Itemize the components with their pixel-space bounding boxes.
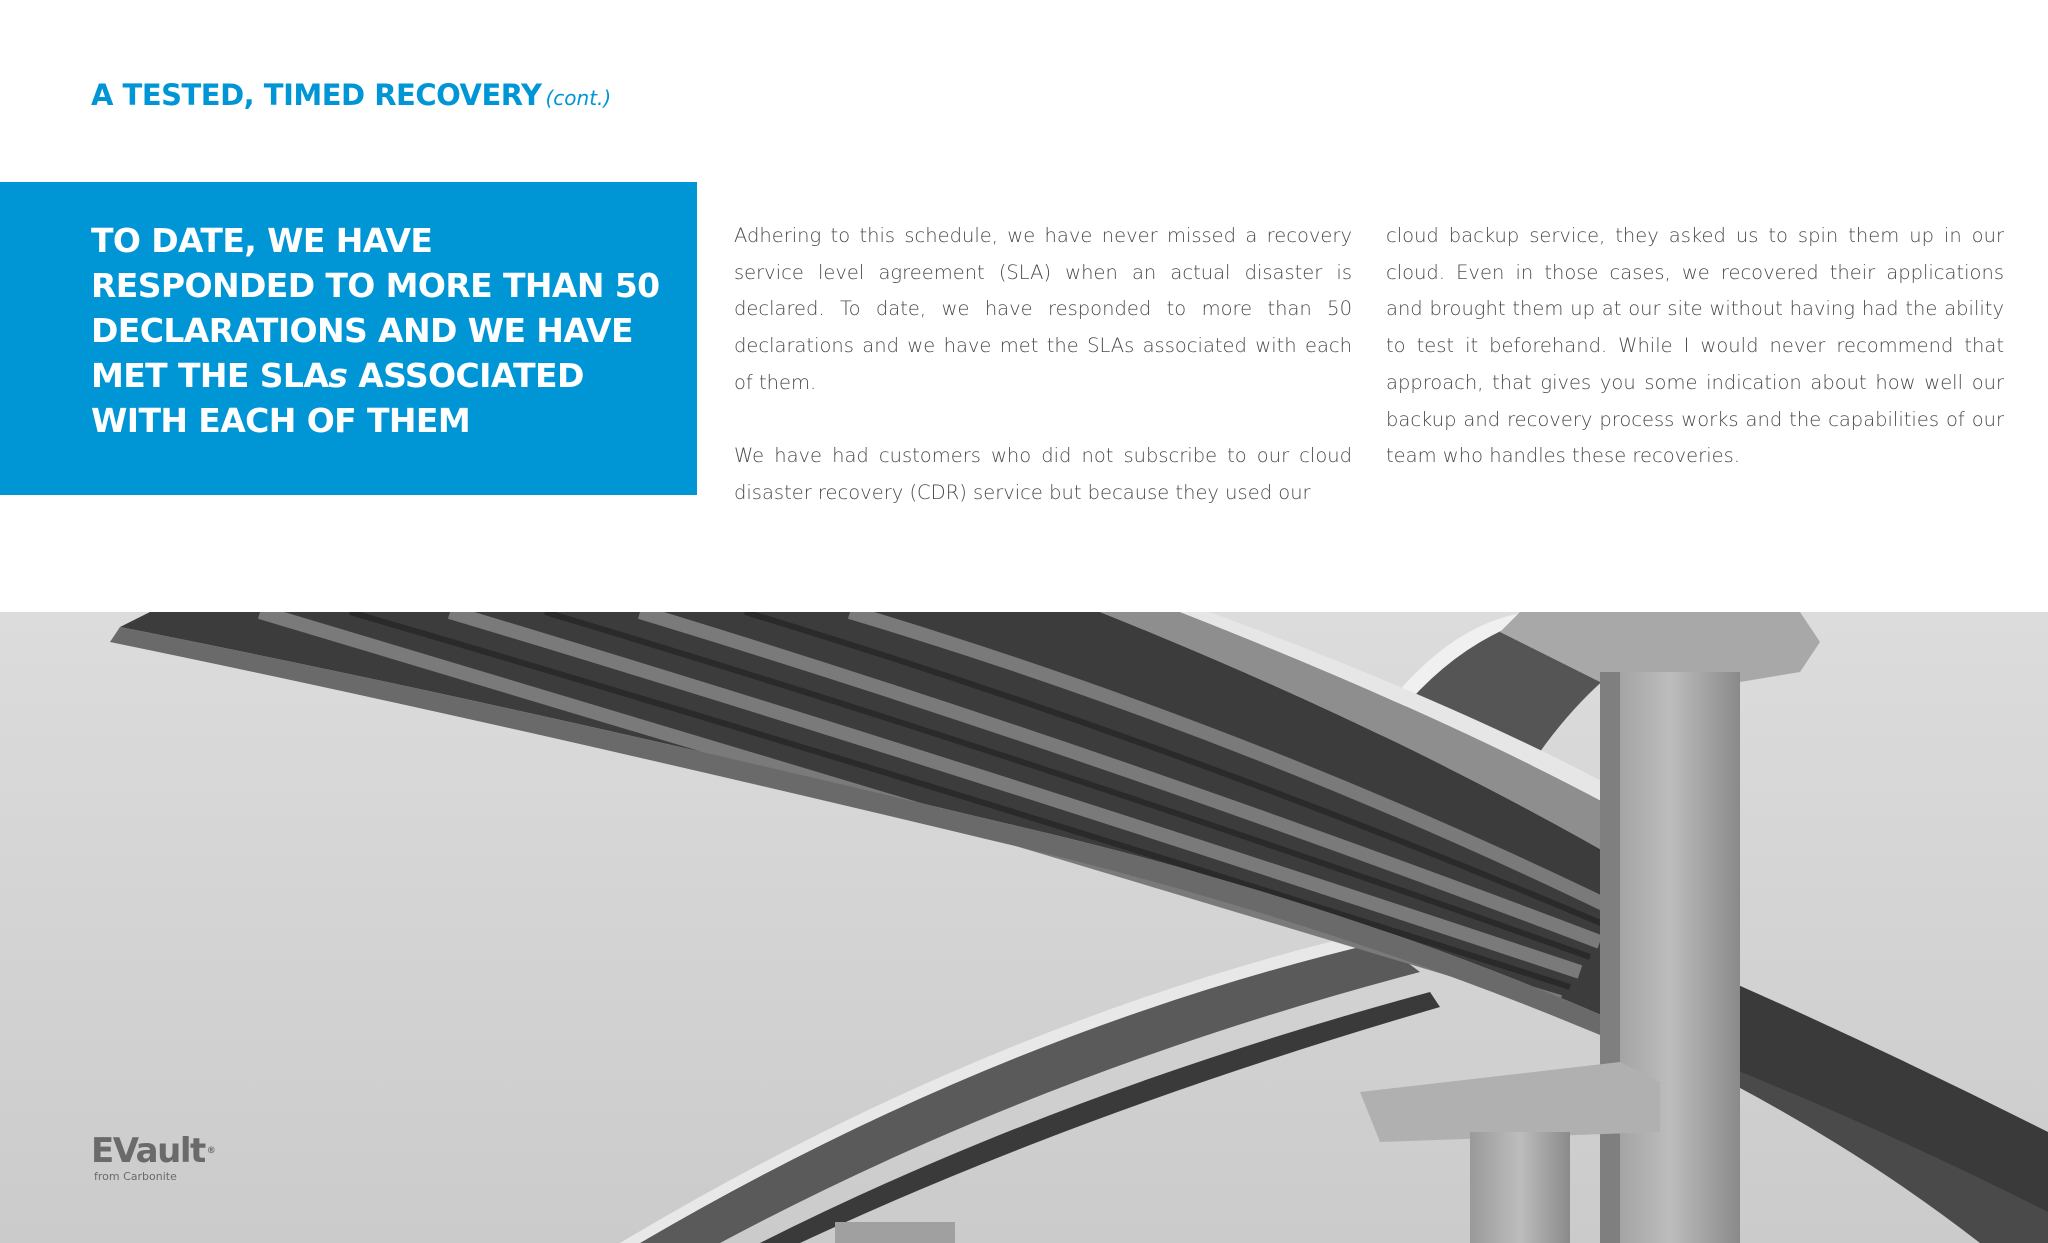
pull-quote-line: RESPONDED TO MORE THAN 50 — [91, 266, 660, 305]
pull-quote-box — [0, 182, 697, 495]
pull-quote-text — [91, 218, 681, 443]
logo-tagline: from Carbonite — [94, 1170, 177, 1183]
body-paragraph: Adhering to this schedule, we have never missed a recovery service level agreement (SLA) when an actual disaster is declared. To date, we have responded to more than 50 declarations and we have met the SLAs associated with each of them. — [734, 224, 1352, 394]
registered-mark: ® — [206, 1146, 216, 1156]
bridge-photo — [0, 612, 2048, 1243]
body-paragraph: cloud backup service, they asked us to spin them up in our cloud. Even in those cases, we recovered their applications and brought them up at our site without having had the ability to test it beforehand. While I would never recommend that approach, that gives you some indication about how well our backup and recovery process works and the capabilities of our team who handles these recoveries. — [1386, 224, 2004, 468]
pull-quote-line: WITH EACH OF THEM — [91, 401, 471, 440]
section-heading — [91, 78, 611, 112]
section-title-suffix: (cont.) — [545, 86, 612, 110]
highway-overpass-image — [0, 612, 2048, 1243]
section-title: A TESTED, TIMED RECOVERY — [91, 78, 542, 112]
body-column-right — [1386, 218, 2004, 475]
logo-wordmark: EVault ® — [91, 1131, 216, 1171]
pull-quote-fragment: ASSOCIATED — [347, 356, 584, 395]
pull-quote-fragment: s — [328, 356, 348, 395]
pull-quote-fragment: MET THE SLA — [91, 356, 329, 395]
pull-quote-line — [91, 353, 681, 398]
pull-quote-line: DECLARATIONS AND WE HAVE — [91, 311, 633, 350]
evault-logo — [91, 1131, 216, 1183]
pull-quote-line: TO DATE, WE HAVE — [91, 221, 433, 260]
body-paragraph: We have had customers who did not subscribe to our cloud disaster recovery (CDR) service but because they used our — [734, 444, 1352, 504]
body-column-left — [734, 218, 1352, 512]
